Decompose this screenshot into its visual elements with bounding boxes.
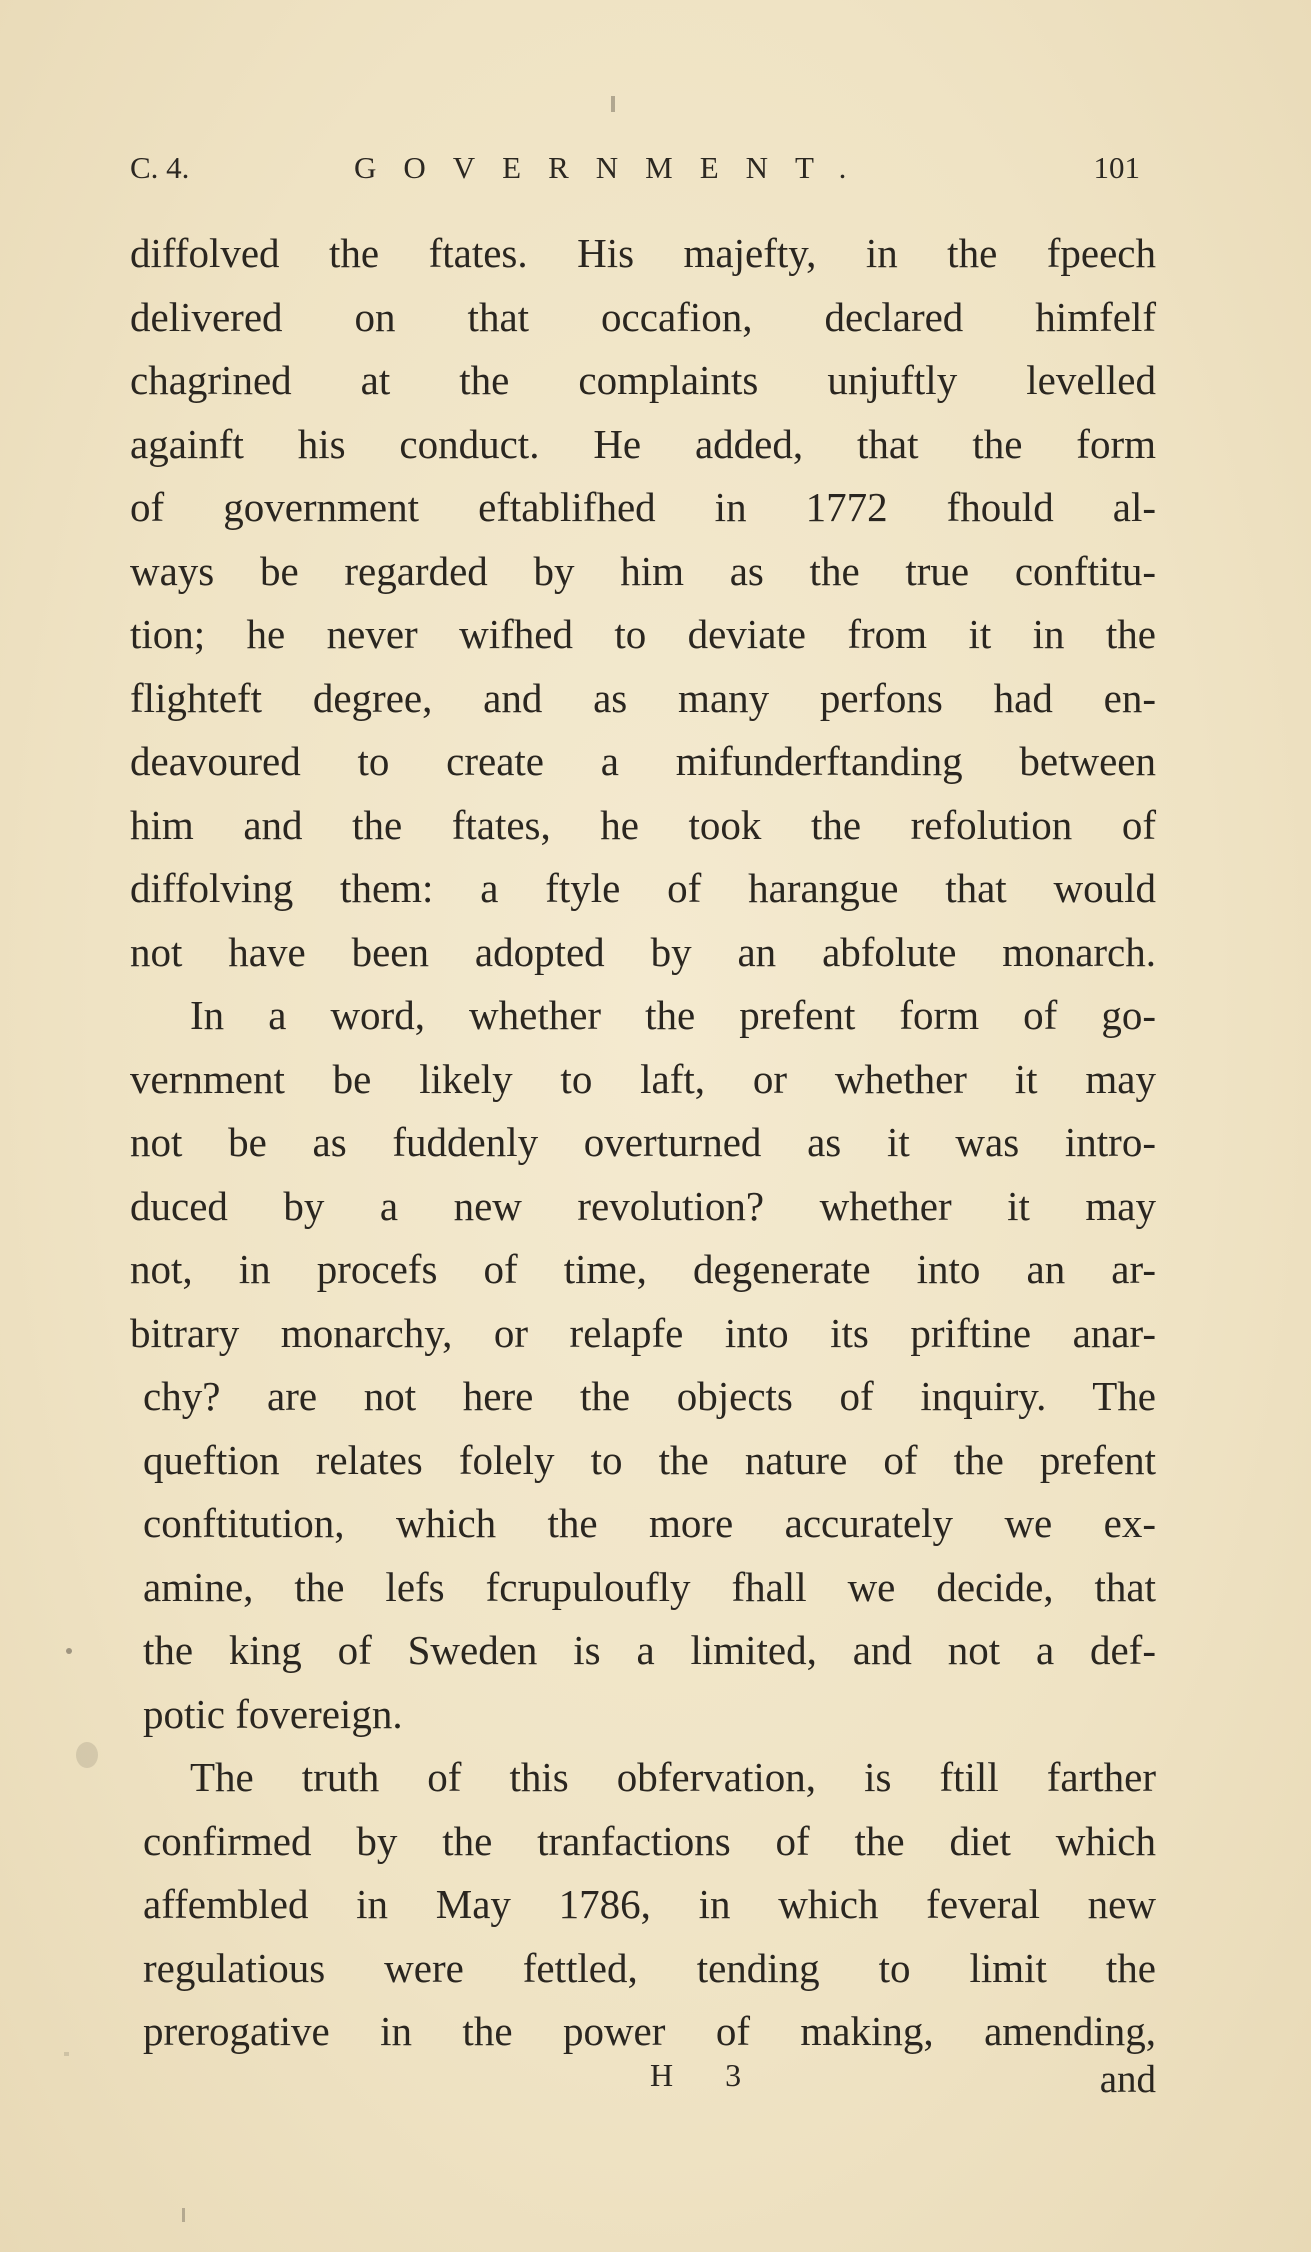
text-line: tion; he never wifhed to deviate from it in the [130,611,1156,657]
text-line: conftitution, which the more accurately we ex- [143,1500,1156,1546]
text-line: prerogative in the power of making, amending, [143,2008,1156,2054]
text-line: confirmed by the tranfactions of the diet which [143,1817,1156,1864]
text-line: affembled in May 1786, in which feveral new [143,1881,1156,1927]
text-line: him and the ftates, he took the refolution of [130,801,1156,848]
body-text [130,222,1156,2064]
text-line: duced by a new revolution? whether it may [130,1182,1156,1229]
text-line: vernment be likely to laft, or whether it may [130,1055,1156,1102]
catchline [130,2057,1156,2107]
ink-speck [76,1742,98,1768]
text-line: againft his conduct. He added, that the form [130,420,1156,467]
ink-speck [611,96,615,112]
ink-speck [64,2052,69,2056]
paragraph-start-line: In a word, whether the prefent form of go- [190,992,1156,1038]
ink-speck [66,1648,72,1654]
ink-speck [182,2208,185,2222]
text-line: diffolving them: a ftyle of harangue that would [130,865,1156,911]
running-title: GOVERNMENT. [354,150,874,185]
text-line: queftion relates folely to the nature of the prefent [143,1436,1156,1483]
page-number: 101 [1093,150,1140,185]
text-line: not be as fuddenly overturned as it was intro- [130,1119,1156,1165]
text-line: of government eftablifhed in 1772 fhould al- [130,484,1156,530]
text-line: diffolved the ftates. His majefty, in the fpeech [130,230,1156,276]
text-line: bitrary monarchy, or relapfe into its priftine anar- [130,1309,1156,1356]
running-header [130,150,1140,194]
text-line: chy? are not here the objects of inquiry. The [143,1373,1156,1419]
text-line: not have been adopted by an abfolute monarch. [130,928,1156,975]
text-line: the king of Sweden is a limited, and not a def- [143,1627,1156,1673]
paragraph-start-line: The truth of this obfervation, is ftill farther [190,1754,1156,1800]
text-line: amine, the lefs fcrupuloufly fhall we decide, that [143,1563,1156,1610]
catchword: and [1099,2058,1156,2101]
signature-mark: H 3 [650,2057,764,2093]
chapter-label: C. 4. [130,150,190,185]
text-line: flighteft degree, and as many perfons had en- [130,674,1156,721]
text-line: deavoured to create a mifunderftanding between [130,738,1156,784]
text-line: regulatious were fettled, tending to limit the [143,1944,1156,1991]
text-line: chagrined at the complaints unjuftly levelled [130,357,1156,403]
text-line: delivered on that occafion, declared himfelf [130,293,1156,340]
text-line: not, in procefs of time, degenerate into an ar- [130,1246,1156,1292]
text-line: ways be regarded by him as the true conftitu- [130,547,1156,594]
paragraph-end-line: potic fovereign. [143,1690,403,1737]
